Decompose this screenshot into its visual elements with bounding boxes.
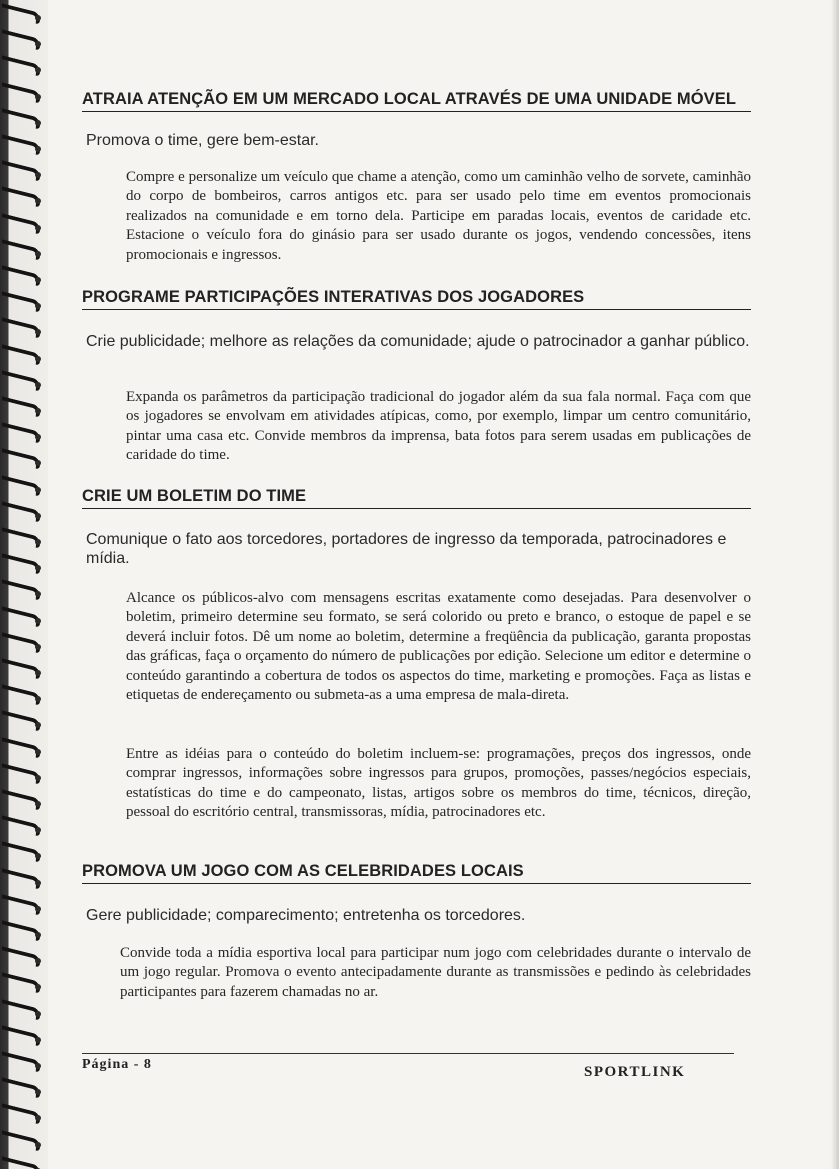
binding-ring — [2, 766, 40, 779]
binding-ring — [2, 32, 40, 45]
binding-ring — [2, 897, 40, 910]
binding-ring — [2, 1159, 40, 1169]
binding-ring — [2, 740, 40, 753]
section-title-mobile-unit: ATRAIA ATENÇÃO EM UM MERCADO LOCAL ATRAVÉS DE UMA UNIDADE MÓVEL — [82, 90, 751, 112]
binding-ring — [2, 137, 40, 150]
binding-ring — [2, 163, 40, 176]
binding-ring — [2, 85, 40, 98]
section-title-celebrity-game: PROMOVA UM JOGO COM AS CELEBRIDADES LOCAIS — [82, 862, 751, 884]
binding-ring — [2, 216, 40, 229]
binding-ring — [2, 58, 40, 71]
binding-ring — [2, 556, 40, 569]
section-paragraph-team-newsletter-1: Alcance os públicos-alvo com mensagens escritas exatamente como desejadas. Para desenvolver o boletim, primeiro determine seu formato, se será colorido ou preto e branco, o estoque de papel e se deverá incluir fotos. Dê um nome ao boletim, determine a freqüência da publicação, garanta propostas das gráficas, faça o orçamento do número de publicações por edição. Selecione um editor e determine o conteúdo garantindo a cobertura de todos os aspectos do time, marketing e promoções. Faça as listas e etiquetas de endereçamento ou submeta-as a uma empresa de mala-direta. — [126, 590, 751, 704]
binding-ring — [2, 635, 40, 648]
spiral-binding — [0, 0, 48, 1169]
binding-ring — [2, 320, 40, 333]
binding-ring — [2, 478, 40, 491]
section-paragraph-celebrity-game: Convide toda a mídia esportiva local para participar num jogo com celebridades durante o intervalo de um jogo regular. Promova o evento antecipadamente durante as transmissões e pedindo às celebridades participantes para fazerem chamadas no ar. — [120, 945, 751, 1000]
binding-ring — [2, 1002, 40, 1015]
binding-ring — [2, 975, 40, 988]
binding-ring — [2, 687, 40, 700]
binding-ring — [2, 871, 40, 884]
section-lead-team-newsletter: Comunique o fato aos torcedores, portadores de ingresso da temporada, patrocinadores e mídia. — [86, 531, 727, 567]
section-paragraph-mobile-unit: Compre e personalize um veículo que chame a atenção, como um caminhão velho de sorvete, caminhão do corpo de bombeiros, carros antigos etc. para ser usado pelo time em eventos promocionais realizados na comunidade e em torno dela. Participe em paradas locais, eventos de caridade etc. Estacione o veículo fora do ginásio para ser usado durante os jogos, vendendo concessões, itens promocionais e ingressos. — [126, 169, 751, 263]
binding-ring — [2, 713, 40, 726]
binding-ring — [2, 530, 40, 543]
binding-ring — [2, 582, 40, 595]
binding-ring — [2, 609, 40, 622]
binding-ring — [2, 504, 40, 517]
binding-ring — [2, 451, 40, 464]
section-title-team-newsletter: CRIE UM BOLETIM DO TIME — [82, 487, 751, 509]
binding-ring — [2, 844, 40, 857]
binding-ring — [2, 189, 40, 202]
section-lead-mobile-unit: Promova o time, gere bem-estar. — [86, 132, 319, 149]
section-paragraph-player-participation: Expanda os parâmetros da participação tradicional do jogador além da sua fala normal. Faça com que os jogadores se envolvam em atividades atípicas, como, por exemplo, limpar um centro comunitário, pintar uma casa etc. Convide membros da imprensa, bata fotos para serem usadas em publicações de caridade do time. — [126, 389, 751, 464]
binding-ring — [2, 949, 40, 962]
binding-ring — [2, 923, 40, 936]
binding-ring — [2, 294, 40, 307]
section-title-player-participation: PROGRAME PARTICIPAÇÕES INTERATIVAS DOS JOGADORES — [82, 288, 751, 310]
binding-ring — [2, 1054, 40, 1067]
section-paragraph-team-newsletter-2: Entre as idéias para o conteúdo do boletim incluem-se: programações, preços dos ingressos, onde comprar ingressos, informações sobre ingressos para grupos, promoções, passes/negócios especiais, estatísticas do time e do campeonato, listas, artigos sobre os membros do time, técnicos, direção, pessoal do escritório central, transmissoras, mídia, patrocinadores etc. — [126, 746, 751, 821]
binding-ring — [2, 661, 40, 674]
section-lead-player-participation: Crie publicidade; melhore as relações da comunidade; ajude o patrocinador a ganhar público. — [86, 333, 750, 350]
footer-brand: SPORTLINK — [584, 1064, 686, 1080]
binding-ring — [2, 242, 40, 255]
binding-ring — [2, 818, 40, 831]
binding-ring — [2, 399, 40, 412]
binding-ring — [2, 792, 40, 805]
binding-ring — [2, 111, 40, 124]
section-lead-celebrity-game: Gere publicidade; comparecimento; entretenha os torcedores. — [86, 907, 526, 924]
binding-ring — [2, 268, 40, 281]
binding-ring — [2, 1080, 40, 1093]
binding-ring — [2, 6, 40, 19]
binding-ring — [2, 1106, 40, 1119]
binding-ring — [2, 1028, 40, 1041]
binding-ring — [2, 425, 40, 438]
footer-rule — [82, 1053, 734, 1054]
binding-ring — [2, 373, 40, 386]
binding-ring — [2, 1133, 40, 1146]
page-number: Página - 8 — [82, 1057, 152, 1072]
binding-ring — [2, 347, 40, 360]
